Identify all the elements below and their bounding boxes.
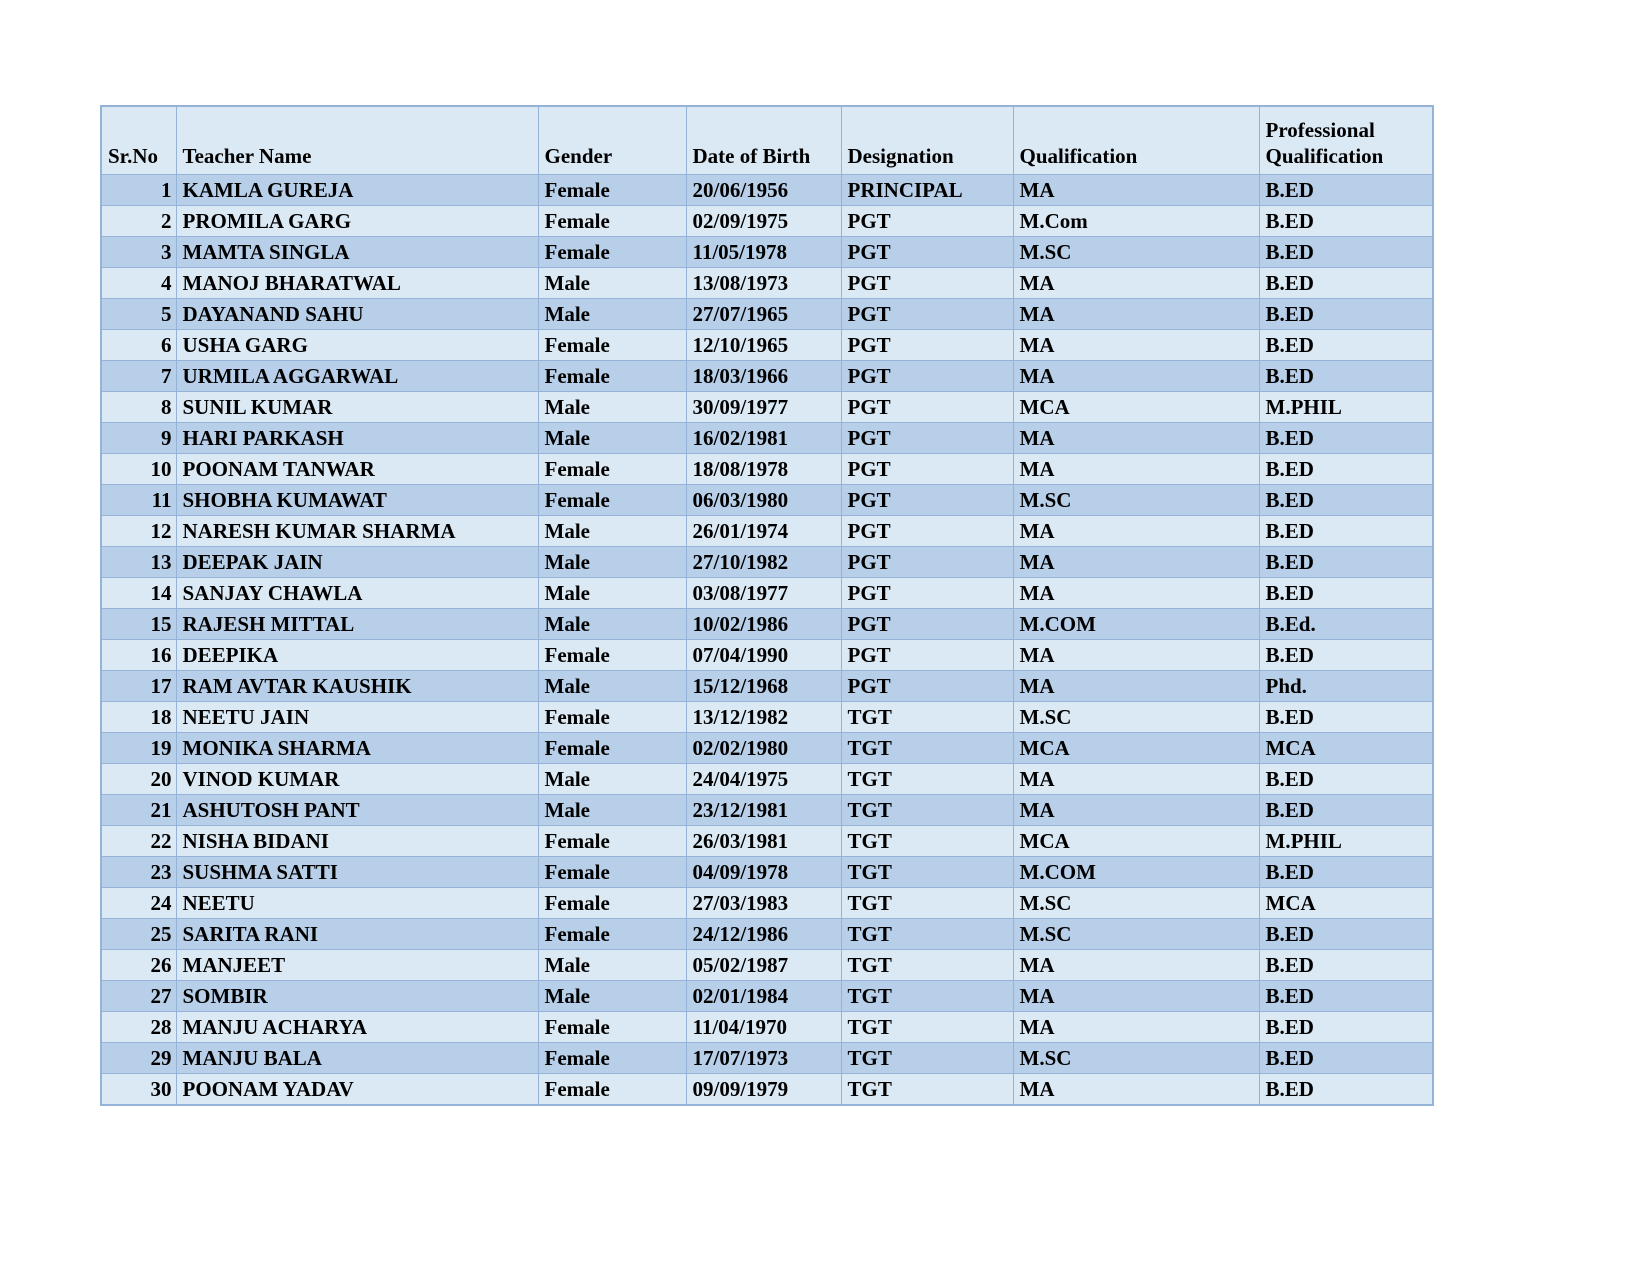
cell-teacher-name: URMILA AGGARWAL (176, 361, 538, 392)
cell-professional-qualification: B.ED (1259, 485, 1433, 516)
column-header-professional-qualification: Professional Qualification (1259, 106, 1433, 175)
cell-teacher-name: ASHUTOSH PANT (176, 795, 538, 826)
cell-date-of-birth: 11/05/1978 (686, 237, 841, 268)
cell-professional-qualification: B.ED (1259, 361, 1433, 392)
cell-designation: TGT (841, 764, 1013, 795)
cell-teacher-name: MANJU BALA (176, 1043, 538, 1074)
cell-sr-no: 17 (101, 671, 176, 702)
cell-designation: PGT (841, 671, 1013, 702)
cell-professional-qualification: B.ED (1259, 578, 1433, 609)
cell-date-of-birth: 23/12/1981 (686, 795, 841, 826)
column-header-teacher-name: Teacher Name (176, 106, 538, 175)
cell-sr-no: 13 (101, 547, 176, 578)
cell-teacher-name: NISHA BIDANI (176, 826, 538, 857)
cell-gender: Male (538, 950, 686, 981)
cell-gender: Male (538, 578, 686, 609)
cell-sr-no: 9 (101, 423, 176, 454)
cell-gender: Female (538, 1043, 686, 1074)
cell-sr-no: 22 (101, 826, 176, 857)
cell-gender: Male (538, 392, 686, 423)
cell-date-of-birth: 13/08/1973 (686, 268, 841, 299)
cell-professional-qualification: B.ED (1259, 764, 1433, 795)
table-row (101, 702, 1433, 733)
cell-date-of-birth: 27/03/1983 (686, 888, 841, 919)
cell-professional-qualification: B.ED (1259, 516, 1433, 547)
cell-gender: Female (538, 1074, 686, 1106)
cell-professional-qualification: B.ED (1259, 1043, 1433, 1074)
column-header-qualification: Qualification (1013, 106, 1259, 175)
cell-qualification: MA (1013, 361, 1259, 392)
cell-date-of-birth: 27/07/1965 (686, 299, 841, 330)
cell-teacher-name: DEEPAK JAIN (176, 547, 538, 578)
cell-qualification: M.SC (1013, 888, 1259, 919)
cell-gender: Male (538, 764, 686, 795)
cell-teacher-name: MANJU ACHARYA (176, 1012, 538, 1043)
cell-sr-no: 12 (101, 516, 176, 547)
cell-professional-qualification: B.ED (1259, 175, 1433, 206)
cell-gender: Female (538, 702, 686, 733)
cell-date-of-birth: 20/06/1956 (686, 175, 841, 206)
cell-designation: PGT (841, 392, 1013, 423)
cell-qualification: MA (1013, 950, 1259, 981)
cell-professional-qualification: B.ED (1259, 795, 1433, 826)
cell-sr-no: 21 (101, 795, 176, 826)
cell-sr-no: 4 (101, 268, 176, 299)
table-row (101, 640, 1433, 671)
cell-date-of-birth: 05/02/1987 (686, 950, 841, 981)
cell-qualification: MA (1013, 795, 1259, 826)
cell-gender: Female (538, 857, 686, 888)
cell-date-of-birth: 02/02/1980 (686, 733, 841, 764)
cell-sr-no: 25 (101, 919, 176, 950)
table-row (101, 299, 1433, 330)
cell-qualification: M.SC (1013, 702, 1259, 733)
cell-gender: Male (538, 981, 686, 1012)
cell-professional-qualification: B.ED (1259, 547, 1433, 578)
cell-qualification: MA (1013, 1074, 1259, 1106)
cell-professional-qualification: B.ED (1259, 640, 1433, 671)
cell-qualification: MA (1013, 423, 1259, 454)
cell-teacher-name: NEETU (176, 888, 538, 919)
cell-qualification: M.SC (1013, 485, 1259, 516)
cell-designation: TGT (841, 826, 1013, 857)
cell-sr-no: 30 (101, 1074, 176, 1106)
cell-professional-qualification: B.ED (1259, 206, 1433, 237)
cell-date-of-birth: 15/12/1968 (686, 671, 841, 702)
cell-professional-qualification: B.ED (1259, 299, 1433, 330)
cell-gender: Female (538, 454, 686, 485)
table-row (101, 268, 1433, 299)
cell-date-of-birth: 26/03/1981 (686, 826, 841, 857)
cell-sr-no: 23 (101, 857, 176, 888)
cell-date-of-birth: 12/10/1965 (686, 330, 841, 361)
cell-sr-no: 7 (101, 361, 176, 392)
cell-designation: TGT (841, 1012, 1013, 1043)
cell-gender: Female (538, 640, 686, 671)
cell-qualification: MA (1013, 516, 1259, 547)
cell-designation: TGT (841, 1043, 1013, 1074)
cell-teacher-name: MANOJ BHARATWAL (176, 268, 538, 299)
cell-designation: PGT (841, 454, 1013, 485)
cell-professional-qualification: B.ED (1259, 981, 1433, 1012)
cell-sr-no: 5 (101, 299, 176, 330)
cell-teacher-name: RAJESH MITTAL (176, 609, 538, 640)
cell-designation: PGT (841, 361, 1013, 392)
cell-qualification: MA (1013, 640, 1259, 671)
cell-gender: Female (538, 361, 686, 392)
table-row (101, 981, 1433, 1012)
cell-sr-no: 3 (101, 237, 176, 268)
cell-designation: TGT (841, 702, 1013, 733)
cell-teacher-name: USHA GARG (176, 330, 538, 361)
table-row (101, 516, 1433, 547)
cell-qualification: M.SC (1013, 237, 1259, 268)
cell-designation: PGT (841, 423, 1013, 454)
cell-gender: Female (538, 237, 686, 268)
table-row (101, 764, 1433, 795)
table-row (101, 609, 1433, 640)
column-header-date-of-birth: Date of Birth (686, 106, 841, 175)
cell-sr-no: 10 (101, 454, 176, 485)
cell-date-of-birth: 02/09/1975 (686, 206, 841, 237)
table-row (101, 919, 1433, 950)
cell-date-of-birth: 11/04/1970 (686, 1012, 841, 1043)
table-row (101, 578, 1433, 609)
cell-gender: Male (538, 423, 686, 454)
cell-designation: PGT (841, 485, 1013, 516)
cell-designation: PGT (841, 299, 1013, 330)
cell-qualification: MCA (1013, 392, 1259, 423)
cell-teacher-name: SANJAY CHAWLA (176, 578, 538, 609)
table-row (101, 888, 1433, 919)
cell-date-of-birth: 30/09/1977 (686, 392, 841, 423)
cell-date-of-birth: 27/10/1982 (686, 547, 841, 578)
cell-professional-qualification: B.ED (1259, 423, 1433, 454)
cell-designation: TGT (841, 950, 1013, 981)
teacher-table (100, 105, 1434, 1106)
cell-date-of-birth: 04/09/1978 (686, 857, 841, 888)
table-row (101, 423, 1433, 454)
cell-professional-qualification: MCA (1259, 888, 1433, 919)
cell-qualification: MA (1013, 268, 1259, 299)
cell-professional-qualification: B.ED (1259, 1074, 1433, 1106)
cell-designation: PGT (841, 330, 1013, 361)
cell-qualification: MA (1013, 175, 1259, 206)
cell-qualification: M.COM (1013, 609, 1259, 640)
table-row (101, 454, 1433, 485)
cell-qualification: MA (1013, 764, 1259, 795)
cell-teacher-name: SOMBIR (176, 981, 538, 1012)
table-row (101, 547, 1433, 578)
cell-designation: PGT (841, 237, 1013, 268)
table-row (101, 950, 1433, 981)
cell-teacher-name: DAYANAND SAHU (176, 299, 538, 330)
cell-sr-no: 27 (101, 981, 176, 1012)
cell-qualification: MA (1013, 671, 1259, 702)
cell-teacher-name: SARITA RANI (176, 919, 538, 950)
cell-teacher-name: MANJEET (176, 950, 538, 981)
cell-date-of-birth: 18/03/1966 (686, 361, 841, 392)
cell-sr-no: 8 (101, 392, 176, 423)
cell-qualification: MCA (1013, 733, 1259, 764)
cell-teacher-name: RAM AVTAR KAUSHIK (176, 671, 538, 702)
cell-date-of-birth: 16/02/1981 (686, 423, 841, 454)
table-row (101, 795, 1433, 826)
cell-date-of-birth: 03/08/1977 (686, 578, 841, 609)
cell-gender: Male (538, 671, 686, 702)
cell-professional-qualification: B.ED (1259, 268, 1433, 299)
cell-teacher-name: KAMLA GUREJA (176, 175, 538, 206)
cell-teacher-name: SHOBHA KUMAWAT (176, 485, 538, 516)
cell-date-of-birth: 07/04/1990 (686, 640, 841, 671)
table-row (101, 237, 1433, 268)
cell-designation: PGT (841, 516, 1013, 547)
cell-teacher-name: PROMILA GARG (176, 206, 538, 237)
cell-sr-no: 28 (101, 1012, 176, 1043)
cell-professional-qualification: B.ED (1259, 919, 1433, 950)
cell-gender: Female (538, 919, 686, 950)
cell-teacher-name: DEEPIKA (176, 640, 538, 671)
cell-date-of-birth: 10/02/1986 (686, 609, 841, 640)
cell-gender: Male (538, 268, 686, 299)
table-row (101, 361, 1433, 392)
cell-teacher-name: POONAM YADAV (176, 1074, 538, 1106)
cell-sr-no: 29 (101, 1043, 176, 1074)
cell-sr-no: 15 (101, 609, 176, 640)
table-row (101, 392, 1433, 423)
cell-sr-no: 20 (101, 764, 176, 795)
table-row (101, 485, 1433, 516)
cell-professional-qualification: B.Ed. (1259, 609, 1433, 640)
table-row (101, 1074, 1433, 1106)
cell-date-of-birth: 24/12/1986 (686, 919, 841, 950)
cell-qualification: M.SC (1013, 919, 1259, 950)
cell-sr-no: 1 (101, 175, 176, 206)
cell-gender: Male (538, 795, 686, 826)
cell-gender: Male (538, 609, 686, 640)
cell-qualification: M.SC (1013, 1043, 1259, 1074)
table-row (101, 330, 1433, 361)
table-row (101, 826, 1433, 857)
cell-sr-no: 14 (101, 578, 176, 609)
cell-professional-qualification: B.ED (1259, 1012, 1433, 1043)
cell-sr-no: 18 (101, 702, 176, 733)
cell-professional-qualification: B.ED (1259, 237, 1433, 268)
cell-designation: TGT (841, 1074, 1013, 1106)
table-body (101, 175, 1433, 1106)
cell-teacher-name: MAMTA SINGLA (176, 237, 538, 268)
cell-qualification: MCA (1013, 826, 1259, 857)
cell-professional-qualification: B.ED (1259, 454, 1433, 485)
cell-designation: PGT (841, 206, 1013, 237)
cell-designation: PGT (841, 268, 1013, 299)
cell-professional-qualification: B.ED (1259, 857, 1433, 888)
cell-date-of-birth: 09/09/1979 (686, 1074, 841, 1106)
cell-teacher-name: MONIKA SHARMA (176, 733, 538, 764)
cell-designation: TGT (841, 981, 1013, 1012)
cell-date-of-birth: 06/03/1980 (686, 485, 841, 516)
cell-gender: Female (538, 888, 686, 919)
table-row (101, 1043, 1433, 1074)
cell-professional-qualification: B.ED (1259, 950, 1433, 981)
cell-qualification: MA (1013, 330, 1259, 361)
cell-designation: PGT (841, 640, 1013, 671)
table-header-row (101, 106, 1433, 175)
cell-designation: TGT (841, 857, 1013, 888)
cell-sr-no: 16 (101, 640, 176, 671)
cell-professional-qualification: MCA (1259, 733, 1433, 764)
column-header-sr-no: Sr.No (101, 106, 176, 175)
cell-qualification: MA (1013, 299, 1259, 330)
cell-gender: Female (538, 1012, 686, 1043)
cell-professional-qualification: M.PHIL (1259, 392, 1433, 423)
cell-gender: Female (538, 175, 686, 206)
cell-gender: Female (538, 206, 686, 237)
cell-sr-no: 26 (101, 950, 176, 981)
cell-teacher-name: SUNIL KUMAR (176, 392, 538, 423)
cell-date-of-birth: 26/01/1974 (686, 516, 841, 547)
cell-qualification: M.COM (1013, 857, 1259, 888)
cell-designation: TGT (841, 888, 1013, 919)
cell-gender: Female (538, 330, 686, 361)
cell-gender: Male (538, 299, 686, 330)
table-row (101, 857, 1433, 888)
column-header-designation: Designation (841, 106, 1013, 175)
cell-professional-qualification: M.PHIL (1259, 826, 1433, 857)
cell-qualification: MA (1013, 981, 1259, 1012)
cell-teacher-name: HARI PARKASH (176, 423, 538, 454)
cell-date-of-birth: 02/01/1984 (686, 981, 841, 1012)
cell-designation: TGT (841, 919, 1013, 950)
cell-gender: Female (538, 485, 686, 516)
cell-professional-qualification: B.ED (1259, 702, 1433, 733)
cell-sr-no: 2 (101, 206, 176, 237)
cell-teacher-name: VINOD KUMAR (176, 764, 538, 795)
cell-teacher-name: SUSHMA SATTI (176, 857, 538, 888)
cell-date-of-birth: 17/07/1973 (686, 1043, 841, 1074)
cell-teacher-name: NEETU JAIN (176, 702, 538, 733)
cell-sr-no: 19 (101, 733, 176, 764)
table-row (101, 175, 1433, 206)
column-header-gender: Gender (538, 106, 686, 175)
table-row (101, 1012, 1433, 1043)
cell-sr-no: 6 (101, 330, 176, 361)
cell-date-of-birth: 18/08/1978 (686, 454, 841, 485)
cell-designation: PGT (841, 609, 1013, 640)
cell-gender: Male (538, 516, 686, 547)
cell-qualification: MA (1013, 454, 1259, 485)
cell-designation: PRINCIPAL (841, 175, 1013, 206)
cell-designation: PGT (841, 578, 1013, 609)
cell-qualification: MA (1013, 578, 1259, 609)
cell-sr-no: 24 (101, 888, 176, 919)
cell-designation: TGT (841, 795, 1013, 826)
table-row (101, 206, 1433, 237)
cell-qualification: MA (1013, 547, 1259, 578)
cell-gender: Female (538, 733, 686, 764)
cell-teacher-name: NARESH KUMAR SHARMA (176, 516, 538, 547)
cell-date-of-birth: 24/04/1975 (686, 764, 841, 795)
table-row (101, 671, 1433, 702)
cell-sr-no: 11 (101, 485, 176, 516)
cell-gender: Female (538, 826, 686, 857)
cell-gender: Male (538, 547, 686, 578)
cell-professional-qualification: B.ED (1259, 330, 1433, 361)
cell-date-of-birth: 13/12/1982 (686, 702, 841, 733)
cell-qualification: M.Com (1013, 206, 1259, 237)
table-row (101, 733, 1433, 764)
cell-designation: PGT (841, 547, 1013, 578)
cell-teacher-name: POONAM TANWAR (176, 454, 538, 485)
cell-qualification: MA (1013, 1012, 1259, 1043)
cell-designation: TGT (841, 733, 1013, 764)
cell-professional-qualification: Phd. (1259, 671, 1433, 702)
